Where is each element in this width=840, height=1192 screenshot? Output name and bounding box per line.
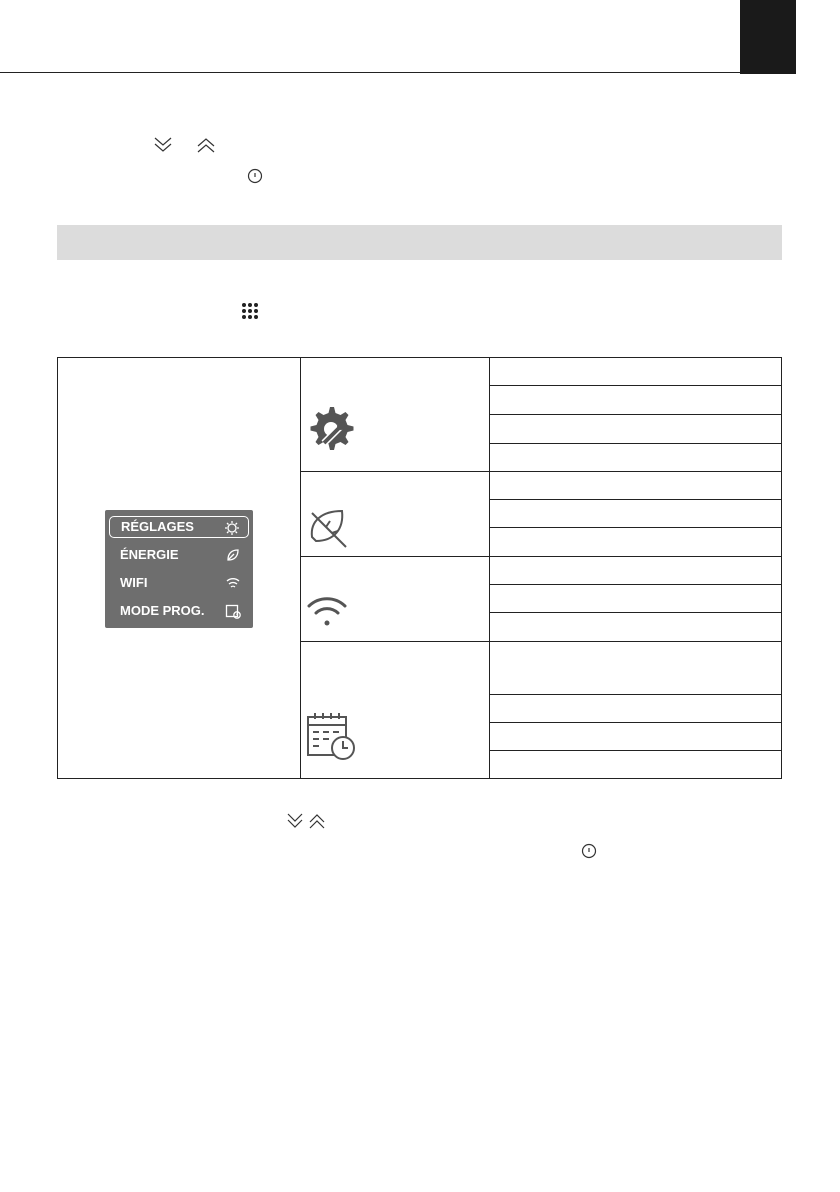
category-divider <box>300 641 782 642</box>
row-divider <box>489 443 782 444</box>
row-divider <box>489 750 782 751</box>
table-divider <box>489 358 490 778</box>
device-display <box>105 510 253 628</box>
chevron-up-icon <box>307 810 327 832</box>
row-divider <box>489 722 782 723</box>
display-item-energie[interactable]: ÉNERGIE <box>109 544 249 566</box>
calendar-clock-icon <box>225 603 241 619</box>
chevron-down-icon <box>285 810 305 832</box>
row-divider <box>489 584 782 585</box>
gear-wrench-icon <box>224 520 240 536</box>
chapter-tab <box>740 0 796 74</box>
chevron-up-icon <box>195 135 217 155</box>
gear-wrench-icon <box>304 403 356 460</box>
menu-grid-icon <box>240 301 260 321</box>
menu-structure-table <box>57 357 782 779</box>
calendar-clock-icon <box>305 710 359 769</box>
row-divider <box>489 414 782 415</box>
wifi-icon <box>306 594 348 633</box>
row-divider <box>489 527 782 528</box>
row-divider <box>489 694 782 695</box>
row-divider <box>489 385 782 386</box>
power-button-icon <box>581 843 597 859</box>
power-button-icon <box>247 168 263 184</box>
row-divider <box>489 612 782 613</box>
section-heading-bar <box>57 225 782 260</box>
leaf-icon <box>306 505 352 556</box>
table-divider <box>300 358 301 778</box>
category-divider <box>300 556 782 557</box>
wifi-icon <box>225 575 241 591</box>
display-item-wifi[interactable]: WIFI <box>109 572 249 594</box>
header-rule <box>0 72 796 73</box>
display-item-reglages[interactable]: RÉGLAGES <box>109 516 249 538</box>
category-divider <box>300 471 782 472</box>
leaf-icon <box>225 547 241 563</box>
chevron-down-icon <box>152 135 174 155</box>
row-divider <box>489 499 782 500</box>
display-item-mode-prog[interactable]: MODE PROG. <box>109 600 249 622</box>
